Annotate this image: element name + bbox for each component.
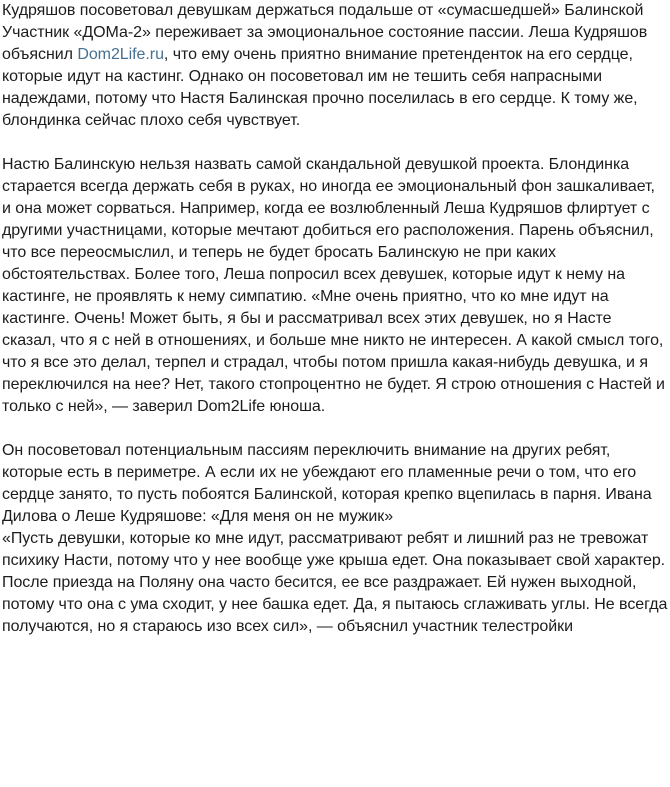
paragraph-spacer bbox=[2, 132, 668, 154]
article-paragraph-body-1: Настю Балинскую нельзя назвать самой скандальной девушкой проекта. Блондинка старается всегда держать себя в руках, но иногда ее эмоциональный фон зашкаливает, и она может сорваться. Например, когда ее возлюбленный Леша Кудряшов флиртует с другими участницами, которые мечтают добиться его расположения. Парень объяснил, что все переосмыслил, и теперь не будет бросать Балинскую не при каких обстоятельствах. Более того, Леша попросил всех девушек, которые идут к нему на кастинге, не проявлять к нему симпатию. «Мне очень приятно, что ко мне идут на кастинге. Очень! Может быть, я бы и рассматривал всех этих девушек, но я Насте сказал, что я с ней в отношениях, и больше мне никто не интересен. А какой смысл того, что я все это делал, терпел и страдал, чтобы потом пришла какая-нибудь девушка, и я переключился на нее? Нет, такого стопроцентно не будет. Я строю отношения с Настей и только с ней», — заверил Dom2Life юноша. bbox=[2, 156, 665, 415]
article-paragraph-body-2: Он посоветовал потенциальным пассиям переключить внимание на других ребят, которые есть в периметре. А если их не убеждают его пламенные речи о том, что его сердце занято, то пусть побоятся Балинской, которая крепко вцепилась в парня. Ивана Дилова о Леше Кудряшове: «Для меня он не мужик» «Пусть девушки, которые ко мне идут, рассматривают ребят и лишний раз не тревожат психику Насти, потому что у нее вообще уже крыша едет. Она показывает свой характер. После приезда на Поляну она часто бесится, ее все раздражает. Ей нужен выходной, потому что она с ума сходит, у нее башка едет. Да, я пытаюсь сглаживать углы. Не всегда получаются, но я стараюсь изо всех сил», — объяснил участник телестройки bbox=[2, 442, 668, 635]
inline-source-link[interactable]: Dom2Life.ru bbox=[77, 46, 164, 63]
article-paragraph-intro: Участник «ДОМа-2» переживает за эмоциональное состояние пассии. Леша Кудряшов объяснил Dom2Life.ru, что ему очень приятно внимание претенденток на его сердце, которые идут на кастинг. Однако он посоветовал им не тешить себя напрасными надеждами, потому что Настя Балинская прочно поселилась в его сердце. К тому же, блондинка сейчас плохо себя чувствует. bbox=[2, 24, 648, 129]
paragraph-spacer bbox=[2, 418, 668, 440]
article-headline: Кудряшов посоветовал девушкам держаться подальше от «сумасшедшей» Балинской bbox=[2, 2, 644, 19]
